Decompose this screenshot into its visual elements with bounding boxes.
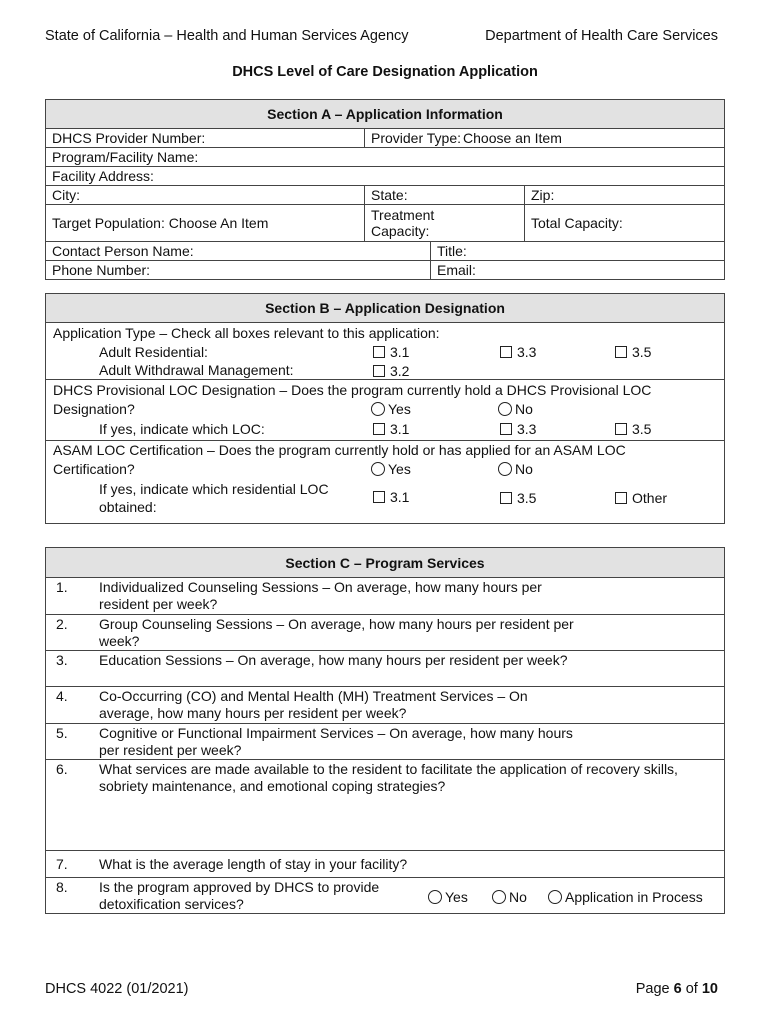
treatment-capacity-label-2: Capacity: (371, 223, 430, 239)
item-number: 5. (56, 725, 68, 741)
option-label: 3.3 (517, 344, 537, 360)
phone-row (46, 261, 724, 279)
asam-question-line-1: ASAM LOC Certification – Does the program currently hold or has applied for an ASAM LOC (53, 442, 626, 458)
asam-row (46, 441, 724, 524)
item-number: 8. (56, 879, 68, 895)
section-a-heading: Section A – Application Information (46, 100, 724, 129)
checkbox-icon (500, 492, 512, 504)
checkbox-wm-32[interactable] (373, 362, 409, 380)
item-question: What is the average length of stay in your facility? (99, 856, 408, 872)
page-current: 6 (673, 981, 682, 997)
radio-icon (548, 890, 562, 904)
item-question: Is the program approved by DHCS to provide detoxification services? (99, 879, 380, 912)
asam-yes-radio[interactable] (371, 460, 411, 478)
checkbox-asam-31[interactable] (373, 488, 409, 506)
checkbox-icon (615, 492, 627, 504)
service-item[interactable] (46, 687, 724, 724)
section-c-heading: Section C – Program Services (46, 548, 724, 578)
item-question: Co-Occurring (CO) and Mental Health (MH) Treatment Services – On average, how many hours per resident per week? (99, 688, 528, 721)
page-total: 10 (701, 981, 718, 997)
option-label: 3.3 (517, 421, 537, 437)
option-label: 3.5 (632, 421, 652, 437)
item-question: Education Sessions – On average, how many hours per resident per week? (99, 652, 568, 668)
which-residential-label-1: If yes, indicate which residential LOC (99, 481, 329, 497)
provisional-yes-radio[interactable] (371, 400, 411, 418)
adult-residential-label: Adult Residential: (99, 344, 208, 360)
city-row (46, 186, 724, 205)
capacity-row (46, 205, 724, 242)
item-number: 2. (56, 616, 68, 632)
title-field[interactable]: Title: (430, 242, 724, 260)
radio-label: No (509, 889, 527, 905)
program-name-field[interactable]: Program/Facility Name: (52, 149, 199, 165)
email-field[interactable]: Email: (430, 261, 724, 279)
service-item[interactable] (46, 615, 724, 651)
item-number: 1. (56, 579, 68, 595)
checkbox-res-31[interactable] (373, 343, 409, 361)
radio-label: Yes (388, 401, 411, 417)
option-label: Other (632, 490, 668, 506)
radio-label: No (515, 461, 533, 477)
which-loc-label: If yes, indicate which LOC: (99, 421, 265, 437)
provider-row (46, 129, 724, 148)
item-number: 3. (56, 652, 68, 668)
radio-icon (498, 402, 512, 416)
checkbox-icon (373, 346, 385, 358)
checkbox-res-33[interactable] (500, 343, 536, 361)
which-residential-label-2: obtained: (99, 499, 157, 515)
item-question: Group Counseling Sessions – On average, how many hours per resident per week? (99, 616, 574, 649)
application-type-row (46, 323, 724, 380)
provisional-no-radio[interactable] (498, 400, 533, 418)
provider-type-field[interactable] (364, 129, 724, 147)
item-number: 6. (56, 761, 68, 777)
service-item[interactable] (46, 578, 724, 615)
radio-icon (371, 402, 385, 416)
adult-withdrawal-label: Adult Withdrawal Management: (99, 362, 294, 378)
provider-type-dropdown[interactable]: Choose an Item (463, 130, 562, 146)
provider-type-label: Provider Type: (371, 130, 462, 146)
contact-row (46, 242, 724, 261)
radio-icon (428, 890, 442, 904)
section-b-heading: Section B – Application Designation (46, 294, 724, 323)
checkbox-icon (615, 346, 627, 358)
asam-no-radio[interactable] (498, 460, 533, 478)
phone-field[interactable]: Phone Number: (52, 262, 151, 278)
checkbox-icon (500, 346, 512, 358)
zip-field[interactable]: Zip: (524, 186, 724, 204)
section-b (45, 293, 725, 524)
address-row (46, 167, 724, 186)
facility-address-field[interactable]: Facility Address: (52, 168, 154, 184)
total-capacity-field[interactable]: Total Capacity: (524, 205, 724, 241)
option-label: 3.1 (390, 489, 410, 505)
service-item[interactable] (46, 724, 724, 760)
application-type-label: Application Type – Check all boxes relevant to this application: (53, 325, 440, 341)
radio-label: Yes (388, 461, 411, 477)
item-question: Individualized Counseling Sessions – On average, how many hours per resident per week? (99, 579, 542, 612)
radio-icon (492, 890, 506, 904)
option-label: 3.2 (390, 363, 410, 379)
service-item[interactable] (46, 851, 724, 878)
item-question: Cognitive or Functional Impairment Services – On average, how many hours per resident per week? (99, 725, 573, 758)
service-item[interactable] (46, 760, 724, 851)
service-item[interactable] (46, 651, 724, 687)
item-question: What services are made available to the resident to facilitate the application of recovery skills, sobriety maintenance, and emotional coping strategies? (99, 761, 678, 794)
option-label: 3.1 (390, 344, 410, 360)
radio-icon (371, 462, 385, 476)
section-a (45, 99, 725, 280)
page-of: of (685, 981, 698, 997)
service-item (46, 878, 724, 914)
option-label: 3.5 (517, 490, 537, 506)
provider-number-field[interactable]: DHCS Provider Number: (52, 130, 206, 146)
radio-label: Application in Process (565, 889, 703, 905)
checkbox-asam-other[interactable] (615, 489, 667, 507)
checkbox-asam-35[interactable] (500, 489, 536, 507)
radio-label: No (515, 401, 533, 417)
provisional-loc-row (46, 380, 724, 441)
state-field[interactable]: State: (364, 186, 524, 204)
treatment-capacity-field[interactable] (364, 205, 524, 241)
asam-question-line-2: Certification? (53, 461, 135, 477)
target-population-field[interactable]: Target Population: Choose An Item (52, 215, 269, 231)
provisional-question-line-2: Designation? (53, 401, 135, 417)
option-label: 3.1 (390, 421, 410, 437)
page-number (636, 981, 718, 997)
item-number: 4. (56, 688, 68, 704)
contact-person-field[interactable]: Contact Person Name: (52, 243, 194, 259)
detox-yes-radio[interactable] (428, 888, 468, 906)
section-c (45, 547, 725, 914)
option-label: 3.5 (632, 344, 652, 360)
checkbox-prov-35[interactable] (615, 420, 651, 438)
checkbox-icon (373, 423, 385, 435)
checkbox-icon (615, 423, 627, 435)
checkbox-icon (373, 491, 385, 503)
provisional-question-line-1: DHCS Provisional LOC Designation – Does the program currently hold a DHCS Provisional LOC (53, 382, 652, 398)
radio-label: Yes (445, 889, 468, 905)
checkbox-prov-31[interactable] (373, 420, 409, 438)
department-name: Department of Health Care Services (485, 28, 718, 44)
detox-no-radio[interactable] (492, 888, 527, 906)
checkbox-icon (500, 423, 512, 435)
page-prefix: Page (635, 981, 670, 997)
checkbox-res-35[interactable] (615, 343, 651, 361)
detox-in-process-radio[interactable] (548, 888, 703, 906)
form-id: DHCS 4022 (01/2021) (45, 981, 189, 997)
document-title: DHCS Level of Care Designation Application (232, 64, 538, 80)
program-name-row (46, 148, 724, 167)
treatment-capacity-label-1: Treatment (371, 207, 435, 223)
checkbox-icon (373, 365, 385, 377)
item-number: 7. (56, 856, 68, 872)
city-field[interactable]: City: (52, 187, 80, 203)
radio-icon (498, 462, 512, 476)
checkbox-prov-33[interactable] (500, 420, 536, 438)
agency-name: State of California – Health and Human Services Agency (45, 28, 409, 44)
